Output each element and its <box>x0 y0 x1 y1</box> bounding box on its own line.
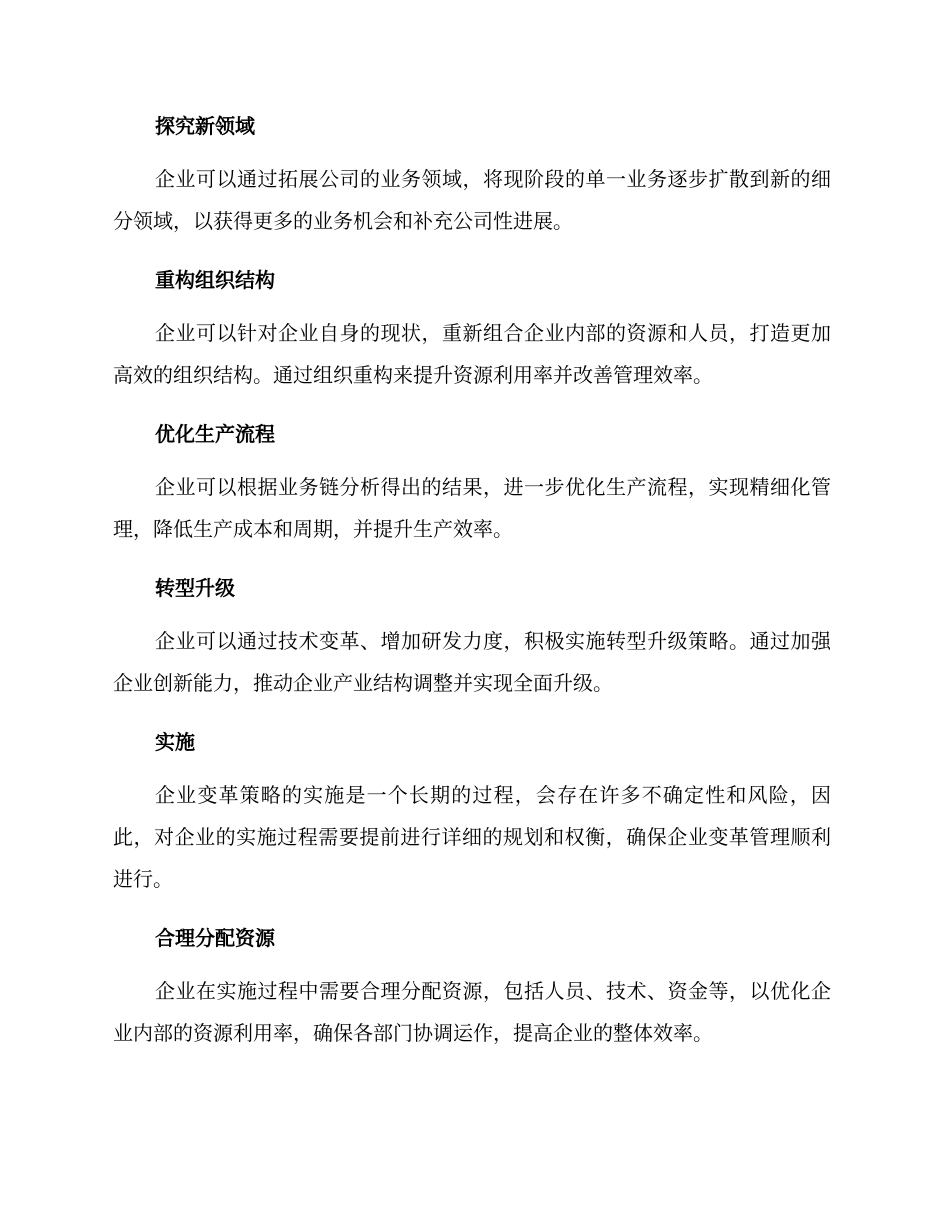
section-paragraph: 企业可以根据业务链分析得出的结果，进一步优化生产流程，实现精细化管理，降低生产成本和周期，并提升生产效率。 <box>113 475 831 541</box>
section-transformation-upgrade <box>113 570 831 704</box>
document-page <box>113 108 831 1074</box>
section-heading: 转型升级 <box>155 576 235 600</box>
section-paragraph: 企业可以通过拓展公司的业务领域，将现阶段的单一业务逐步扩散到新的细分领域，以获得更多的业务机会和补充公司性进展。 <box>113 167 831 233</box>
section-heading: 实施 <box>155 730 195 754</box>
section-allocate-resources <box>113 920 831 1054</box>
section-paragraph: 企业可以针对企业自身的现状，重新组合企业内部的资源和人员，打造更加高效的组织结构。通过组织重构来提升资源利用率并改善管理效率。 <box>113 321 831 387</box>
section-explore-new-fields <box>113 108 831 242</box>
section-heading: 探究新领域 <box>155 114 255 138</box>
section-restructure-organization <box>113 262 831 396</box>
section-paragraph: 企业变革策略的实施是一个长期的过程，会存在许多不确定性和风险，因此，对企业的实施过程需要提前进行详细的规划和权衡，确保企业变革管理顺利进行。 <box>113 783 831 891</box>
section-optimize-production <box>113 416 831 550</box>
section-implementation <box>113 724 831 900</box>
section-heading: 重构组织结构 <box>155 268 275 292</box>
section-paragraph: 企业可以通过技术变革、增加研发力度，积极实施转型升级策略。通过加强企业创新能力，推动企业产业结构调整并实现全面升级。 <box>113 629 831 695</box>
section-paragraph: 企业在实施过程中需要合理分配资源，包括人员、技术、资金等，以优化企业内部的资源利用率，确保各部门协调运作，提高企业的整体效率。 <box>113 979 831 1045</box>
section-heading: 合理分配资源 <box>155 926 275 950</box>
section-heading: 优化生产流程 <box>155 422 275 446</box>
